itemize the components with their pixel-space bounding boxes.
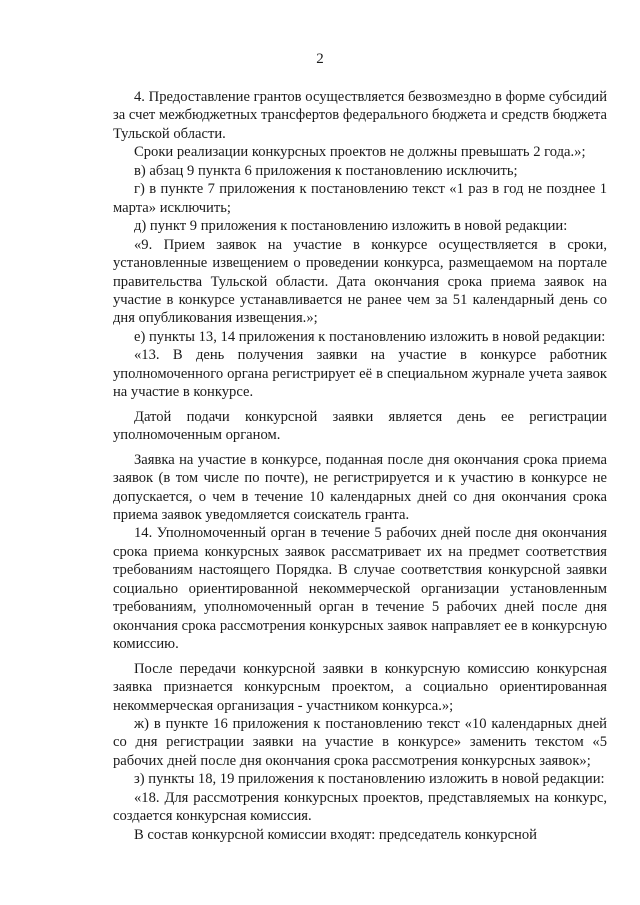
paragraph-submission-date: Датой подачи конкурсной заявки является день ее регистрации уполномоченным органом. — [113, 408, 607, 444]
paragraph-commission-composition: В состав конкурсной комиссии входят: председатель конкурсной — [134, 826, 537, 843]
paragraph-amendment-z: з) пункты 18, 19 приложения к постановлению изложить в новой редакции: — [134, 771, 605, 788]
paragraph-project-terms: Сроки реализации конкурсных проектов не должны превышать 2 года.»; — [134, 144, 586, 161]
paragraph-amendment-zh: ж) в пункте 16 приложения к постановлению текст «10 календарных дней со дня регистрации заявки на участие в конкурсе» заменить текстом «5 рабочих дней после дня окончания срока рассмотрения конкурсных заявок»; — [113, 715, 607, 769]
paragraph-late-submission: Заявка на участие в конкурсе, поданная после дня окончания срока приема заявок (в том числе по почте), не регистрируется и к участию в конкурсе не допускается, о чем в течение 10 календарных дней со дня окончания срока приема заявок уведомляется соискатель гранта. — [113, 451, 607, 523]
paragraph-project-recognition: После передачи конкурсной заявки в конкурсную комиссию конкурсная заявка признается конкурсным проектом, а социально ориентированная некоммерческая организация - участником конкурса.»; — [113, 660, 607, 714]
paragraph-grants-provision: 4. Предоставление грантов осуществляется безвозмездно в форме субсидий за счет межбюджетных трансфертов федерального бюджета и средств бюджета Тульской области. — [113, 89, 607, 142]
paragraph-amendment-d: д) пункт 9 приложения к постановлению изложить в новой редакции: — [134, 218, 568, 235]
paragraph-amendment-g: г) в пункте 7 приложения к постановлению текст «1 раз в год не позднее 1 марта» исключить; — [113, 181, 607, 216]
paragraph-amendment-e: е) пункты 13, 14 приложения к постановлению изложить в новой редакции: — [134, 328, 606, 345]
paragraph-clause-9: «9. Прием заявок на участие в конкурсе осуществляется в сроки, установленные извещением о проведении конкурса, размещаемом на портале правительства Тульской области. Дата окончания срока приема заявок на участие в конкурсе устанавливается не ранее чем за 51 календарный день со дня опубликования извещения.»; — [113, 236, 607, 327]
document-body — [113, 88, 607, 844]
page-number: 2 — [316, 51, 324, 67]
paragraph-amendment-v: в) абзац 9 пункта 6 приложения к постановлению исключить; — [134, 162, 518, 179]
paragraph-clause-14: 14. Уполномоченный орган в течение 5 рабочих дней после дня окончания срока приема конкурсных заявок рассматривает их на предмет соответствия требованиям настоящего Порядка. В случае соответствия конкурсной заявки социально ориентированной некоммерческой организации установленным требованиям, уполномоченный орган в течение 5 рабочих дней после дня окончания срока рассмотрения конкурсных заявок направляет ее в конкурсную комиссию. — [113, 525, 607, 653]
paragraph-clause-13: «13. В день получения заявки на участие в конкурсе работник уполномоченного органа регистрирует её в специальном журнале учета заявок на участие в конкурсе. — [113, 347, 607, 401]
paragraph-clause-18: «18. Для рассмотрения конкурсных проектов, представляемых на конкурс, создается конкурсная комиссия. — [113, 789, 607, 825]
